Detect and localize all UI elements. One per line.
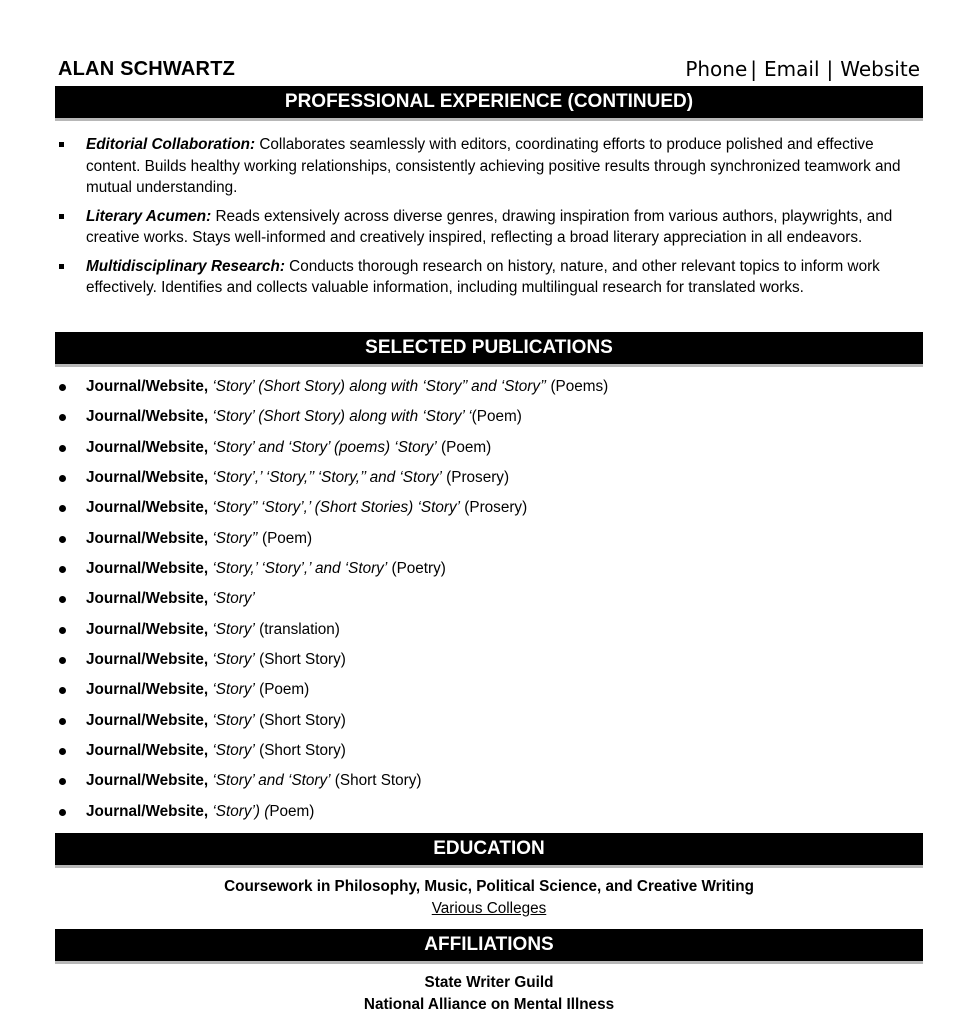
publication-item — [58, 528, 918, 558]
publication-item — [58, 619, 918, 649]
website-label: Website — [840, 57, 920, 81]
publication-item — [58, 649, 918, 679]
publication-item — [58, 437, 918, 467]
publication-note: (Prosery) — [441, 469, 510, 487]
square-bullet-icon — [59, 142, 64, 147]
publications-list — [58, 376, 918, 831]
publication-note: (Short Story) — [254, 651, 346, 669]
experience-item-text: Reads extensively across diverse genres, drawing inspiration from various authors, playwrights, and creative works. Stays well-informed and creatively inspired, reflecting a broad literary appreciation in all endeavors. — [86, 207, 893, 246]
bullet-icon — [59, 748, 66, 755]
publication-source: Journal/Website, — [86, 499, 209, 517]
publication-title: ‘Story’’ — [208, 529, 258, 547]
publication-note: (Poems) — [546, 378, 609, 395]
publication-title: ‘Story’’ ‘Story’,’ (Short Stories) ‘Story’ — [208, 499, 461, 517]
section-heading-affiliations: AFFILIATIONS — [55, 929, 923, 964]
publication-title: ‘Story’ and ‘Story’ (poems) ‘Story’ — [208, 438, 437, 456]
bullet-icon — [59, 718, 66, 725]
experience-item-title: Literary Acumen: — [86, 207, 212, 225]
education-coursework: Coursework in Philosophy, Music, Political Science, and Creative Writing — [224, 878, 754, 895]
publication-title: ‘Story’ and ‘Story’ — [208, 772, 331, 790]
publication-source: Journal/Website, — [86, 711, 209, 729]
publication-item — [58, 679, 918, 709]
publication-item — [58, 467, 918, 497]
bullet-icon — [59, 687, 66, 694]
publication-title: ‘Story’ — [208, 620, 255, 638]
publication-item — [58, 801, 918, 831]
publication-note: (Poem) — [257, 529, 313, 547]
publication-source: Journal/Website, — [86, 590, 209, 608]
publication-item — [58, 376, 918, 406]
publication-item — [58, 406, 918, 436]
experience-item-text: Conducts thorough research on history, nature, and other relevant topics to inform work effectively. Identifies and collects valuable information, including multilingual research for translated works. — [86, 257, 880, 296]
bullet-icon — [59, 809, 66, 816]
contact-line — [685, 57, 920, 81]
publication-title: ‘Story,’ ‘Story’,’ and ‘Story’ — [208, 560, 388, 578]
publication-source: Journal/Website, — [86, 469, 209, 487]
publication-item — [58, 588, 918, 618]
publication-title: ‘Story’,’ ‘Story,’’ ‘Story,’’ and ‘Story’ — [208, 469, 442, 487]
separator: | — [750, 57, 758, 81]
separator: | — [826, 57, 834, 81]
bullet-icon — [59, 778, 66, 785]
publication-source: Journal/Website, — [86, 408, 209, 426]
phone-label: Phone — [685, 57, 748, 81]
publication-item — [58, 770, 918, 800]
publication-note: (Prosery) — [460, 499, 528, 517]
publication-title: ‘Story’) ( — [208, 802, 270, 820]
bullet-icon — [59, 536, 66, 543]
square-bullet-icon — [59, 264, 64, 269]
publication-title: ‘Story’ (Short Story) along with ‘Story’ ‘ — [208, 408, 472, 426]
experience-item-text: Collaborates seamlessly with editors, coordinating efforts to produce polished and effective content. Builds healthy working relationships, consistently achieving positive results through synchronized teamwork and mutual understanding. — [86, 136, 901, 196]
publication-title: ‘Story’ — [208, 590, 255, 608]
bullet-icon — [59, 657, 66, 664]
publication-note: (Poem) — [436, 438, 492, 456]
publication-source: Journal/Website, — [86, 651, 209, 669]
publication-title: ‘Story’ — [208, 742, 255, 760]
publication-source: Journal/Website, — [86, 772, 209, 790]
education-block — [55, 876, 923, 920]
affiliation-item: National Alliance on Mental Illness — [363, 996, 615, 1013]
experience-item-title: Editorial Collaboration: — [86, 136, 256, 153]
section-heading-education: EDUCATION — [55, 833, 923, 868]
bullet-icon — [59, 445, 66, 452]
publication-source: Journal/Website, — [86, 529, 209, 547]
publication-note: (Short Story) — [254, 711, 346, 729]
publication-source: Journal/Website, — [86, 560, 209, 578]
publication-title: ‘Story’ — [208, 681, 255, 699]
bullet-icon — [59, 596, 66, 603]
publication-title: ‘Story’ (Short Story) along with ‘Story’’ and ‘Story’’ — [208, 378, 547, 395]
candidate-name: ALAN SCHWARTZ — [58, 58, 236, 80]
publication-note: (Poem) — [254, 681, 310, 699]
experience-item-title: Multidisciplinary Research: — [86, 257, 285, 275]
publication-source: Journal/Website, — [86, 620, 209, 638]
bullet-icon — [59, 505, 66, 512]
affiliation-item: State Writer Guild — [424, 974, 554, 991]
bullet-icon — [59, 475, 66, 482]
section-heading-publications: SELECTED PUBLICATIONS — [55, 332, 923, 367]
education-school: Various Colleges — [431, 900, 547, 917]
bullet-icon — [59, 414, 66, 421]
section-heading-experience: PROFESSIONAL EXPERIENCE (CONTINUED) — [55, 86, 923, 121]
publication-note: (Poem) — [471, 408, 522, 426]
bullet-icon — [59, 384, 66, 391]
publication-note: (Short Story) — [330, 772, 422, 790]
publication-source: Journal/Website, — [86, 802, 209, 820]
publication-source: Journal/Website, — [86, 742, 209, 760]
publication-source: Journal/Website, — [86, 438, 209, 456]
bullet-icon — [59, 566, 66, 573]
experience-item — [58, 134, 918, 199]
publication-note: (Short Story) — [254, 742, 346, 760]
bullet-icon — [59, 627, 66, 634]
publication-note: Poem) — [269, 802, 315, 820]
affiliations-block — [55, 972, 923, 1016]
publication-note: (Poetry) — [387, 560, 446, 578]
experience-item — [58, 206, 918, 249]
publication-item — [58, 497, 918, 527]
publication-note: (translation) — [254, 620, 340, 638]
publication-item — [58, 710, 918, 740]
publication-title: ‘Story’ — [208, 651, 255, 669]
publication-item — [58, 740, 918, 770]
publication-source: Journal/Website, — [86, 681, 209, 699]
publication-item — [58, 558, 918, 588]
experience-list — [58, 134, 918, 306]
experience-item — [58, 256, 918, 299]
publication-title: ‘Story’ — [208, 711, 255, 729]
publication-source: Journal/Website, — [86, 378, 209, 395]
square-bullet-icon — [59, 214, 64, 219]
email-label: Email — [764, 57, 820, 81]
